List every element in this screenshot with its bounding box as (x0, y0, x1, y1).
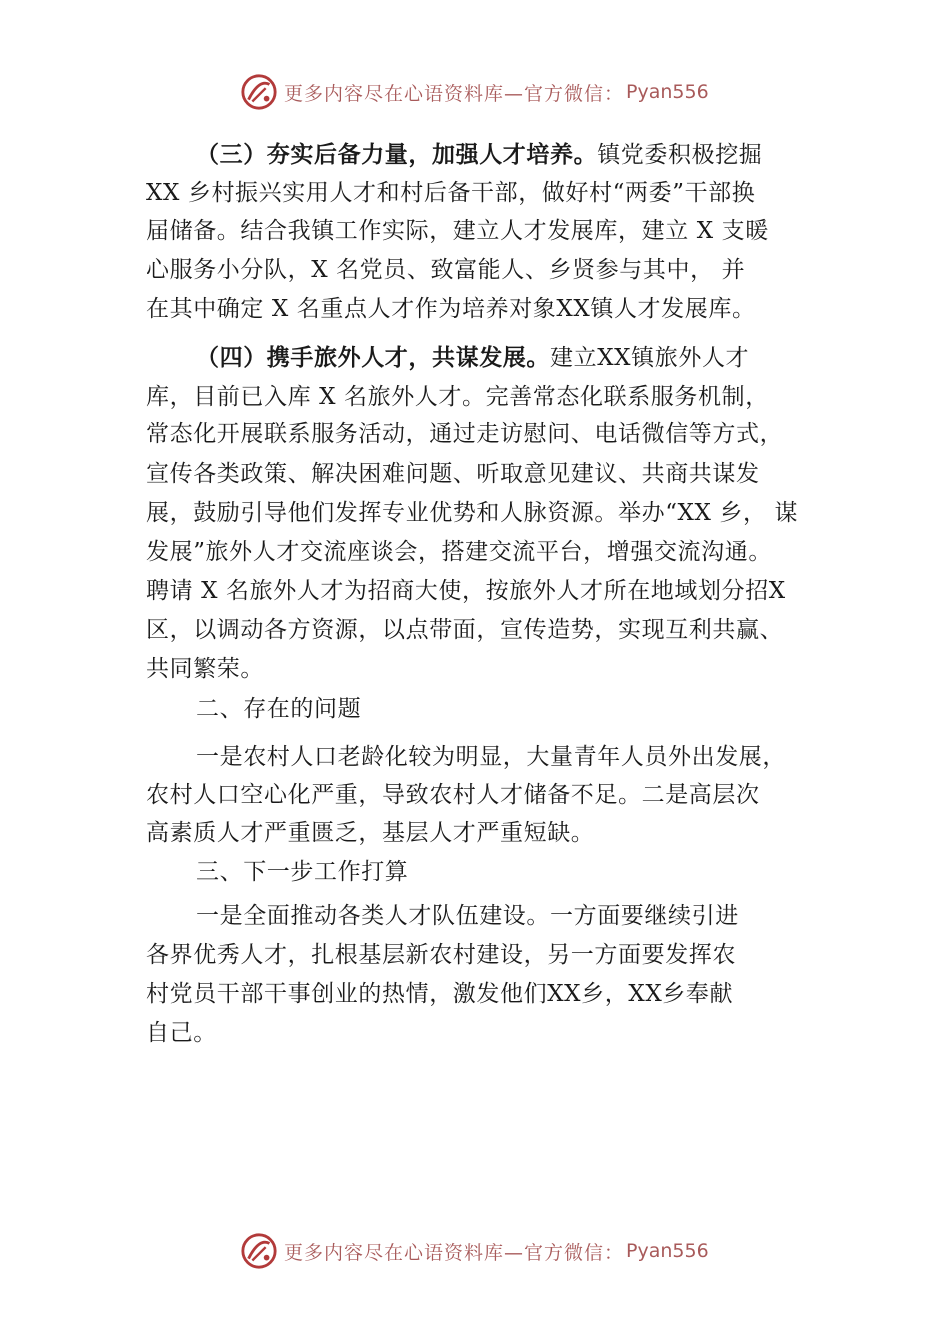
section-2-title: 二、存在的问题 (196, 696, 362, 722)
paragraph-4-line-4: 宣传各类政策、解决困难问题、听取意见建议、共商共谋发 (146, 461, 760, 487)
paragraph-3-heading: （三）夯实后备力量，加强人才培养。 (196, 142, 598, 168)
paragraph-3-line-3: 届储备。结合我镇工作实际，建立人才发展库，建立 X 支暖 (146, 218, 769, 244)
section-3-line-1: 一是全面推动各类人才队伍建设。一方面要继续引进 (196, 903, 739, 929)
section-2-line-3: 高素质人才严重匮乏，基层人才严重短缺。 (146, 820, 595, 846)
section-3-line-2: 各界优秀人才，扎根基层新农村建设，另一方面要发挥农 (146, 942, 736, 968)
section-2-line-2: 农村人口空心化严重，导致农村人才储备不足。二是高层次 (146, 782, 760, 808)
xinyu-logo-icon (240, 1232, 278, 1270)
section-3-title: 三、下一步工作打算 (196, 859, 409, 885)
watermark-text: 更多内容尽在心语资料库—官方微信： (284, 1241, 625, 1264)
xinyu-logo-icon (240, 73, 278, 111)
paragraph-4-line-3: 常态化开展联系服务活动，通过走访慰问、电话微信等方式， (146, 421, 784, 447)
paragraph-4-line-7: 聘请 X 名旅外人才为招商大使，按旅外人才所在地域划分招X (146, 578, 786, 604)
watermark-account: Pyan556 (626, 81, 709, 103)
paragraph-4-line-5: 展，鼓励引导他们发挥专业优势和人脉资源。举办“XX 乡， 谋 (146, 500, 799, 526)
watermark-banner-bottom (240, 1231, 760, 1271)
paragraph-4-line-1: （四）携手旅外人才，共谋发展。建立XX镇旅外人才 (196, 345, 750, 371)
paragraph-3-line-4: 心服务小分队，X 名党员、致富能人、乡贤参与其中， 并 (146, 257, 746, 283)
paragraph-3-line-2: XX 乡村振兴实用人才和村后备干部，做好村“两委”干部换 (146, 180, 756, 206)
paragraph-3-line-5: 在其中确定 X 名重点人才作为培养对象XX镇人才发展库。 (146, 296, 756, 322)
paragraph-4-line-8: 区，以调动各方资源，以点带面，宣传造势，实现互利共赢、 (146, 617, 784, 643)
watermark-text: 更多内容尽在心语资料库—官方微信： (284, 82, 625, 105)
watermark-banner-top (240, 72, 760, 112)
watermark-account: Pyan556 (626, 1240, 709, 1262)
section-2-line-1: 一是农村人口老龄化较为明显，大量青年人员外出发展， (196, 744, 786, 770)
paragraph-4-heading: （四）携手旅外人才，共谋发展。 (196, 345, 550, 371)
paragraph-4-line-6: 发展”旅外人才交流座谈会，搭建交流平台，增强交流沟通。 (146, 539, 772, 565)
paragraph-3-line-1: （三）夯实后备力量，加强人才培养。镇党委积极挖掘 (196, 142, 763, 168)
paragraph-4-line-2: 库，目前已入库 X 名旅外人才。完善常态化联系服务机制， (146, 384, 769, 410)
section-3-line-3: 村党员干部干事创业的热情，激发他们XX乡，XX乡奉献 (146, 981, 734, 1007)
section-3-line-4: 自己。 (146, 1020, 217, 1046)
paragraph-4-line-9: 共同繁荣。 (146, 656, 264, 682)
